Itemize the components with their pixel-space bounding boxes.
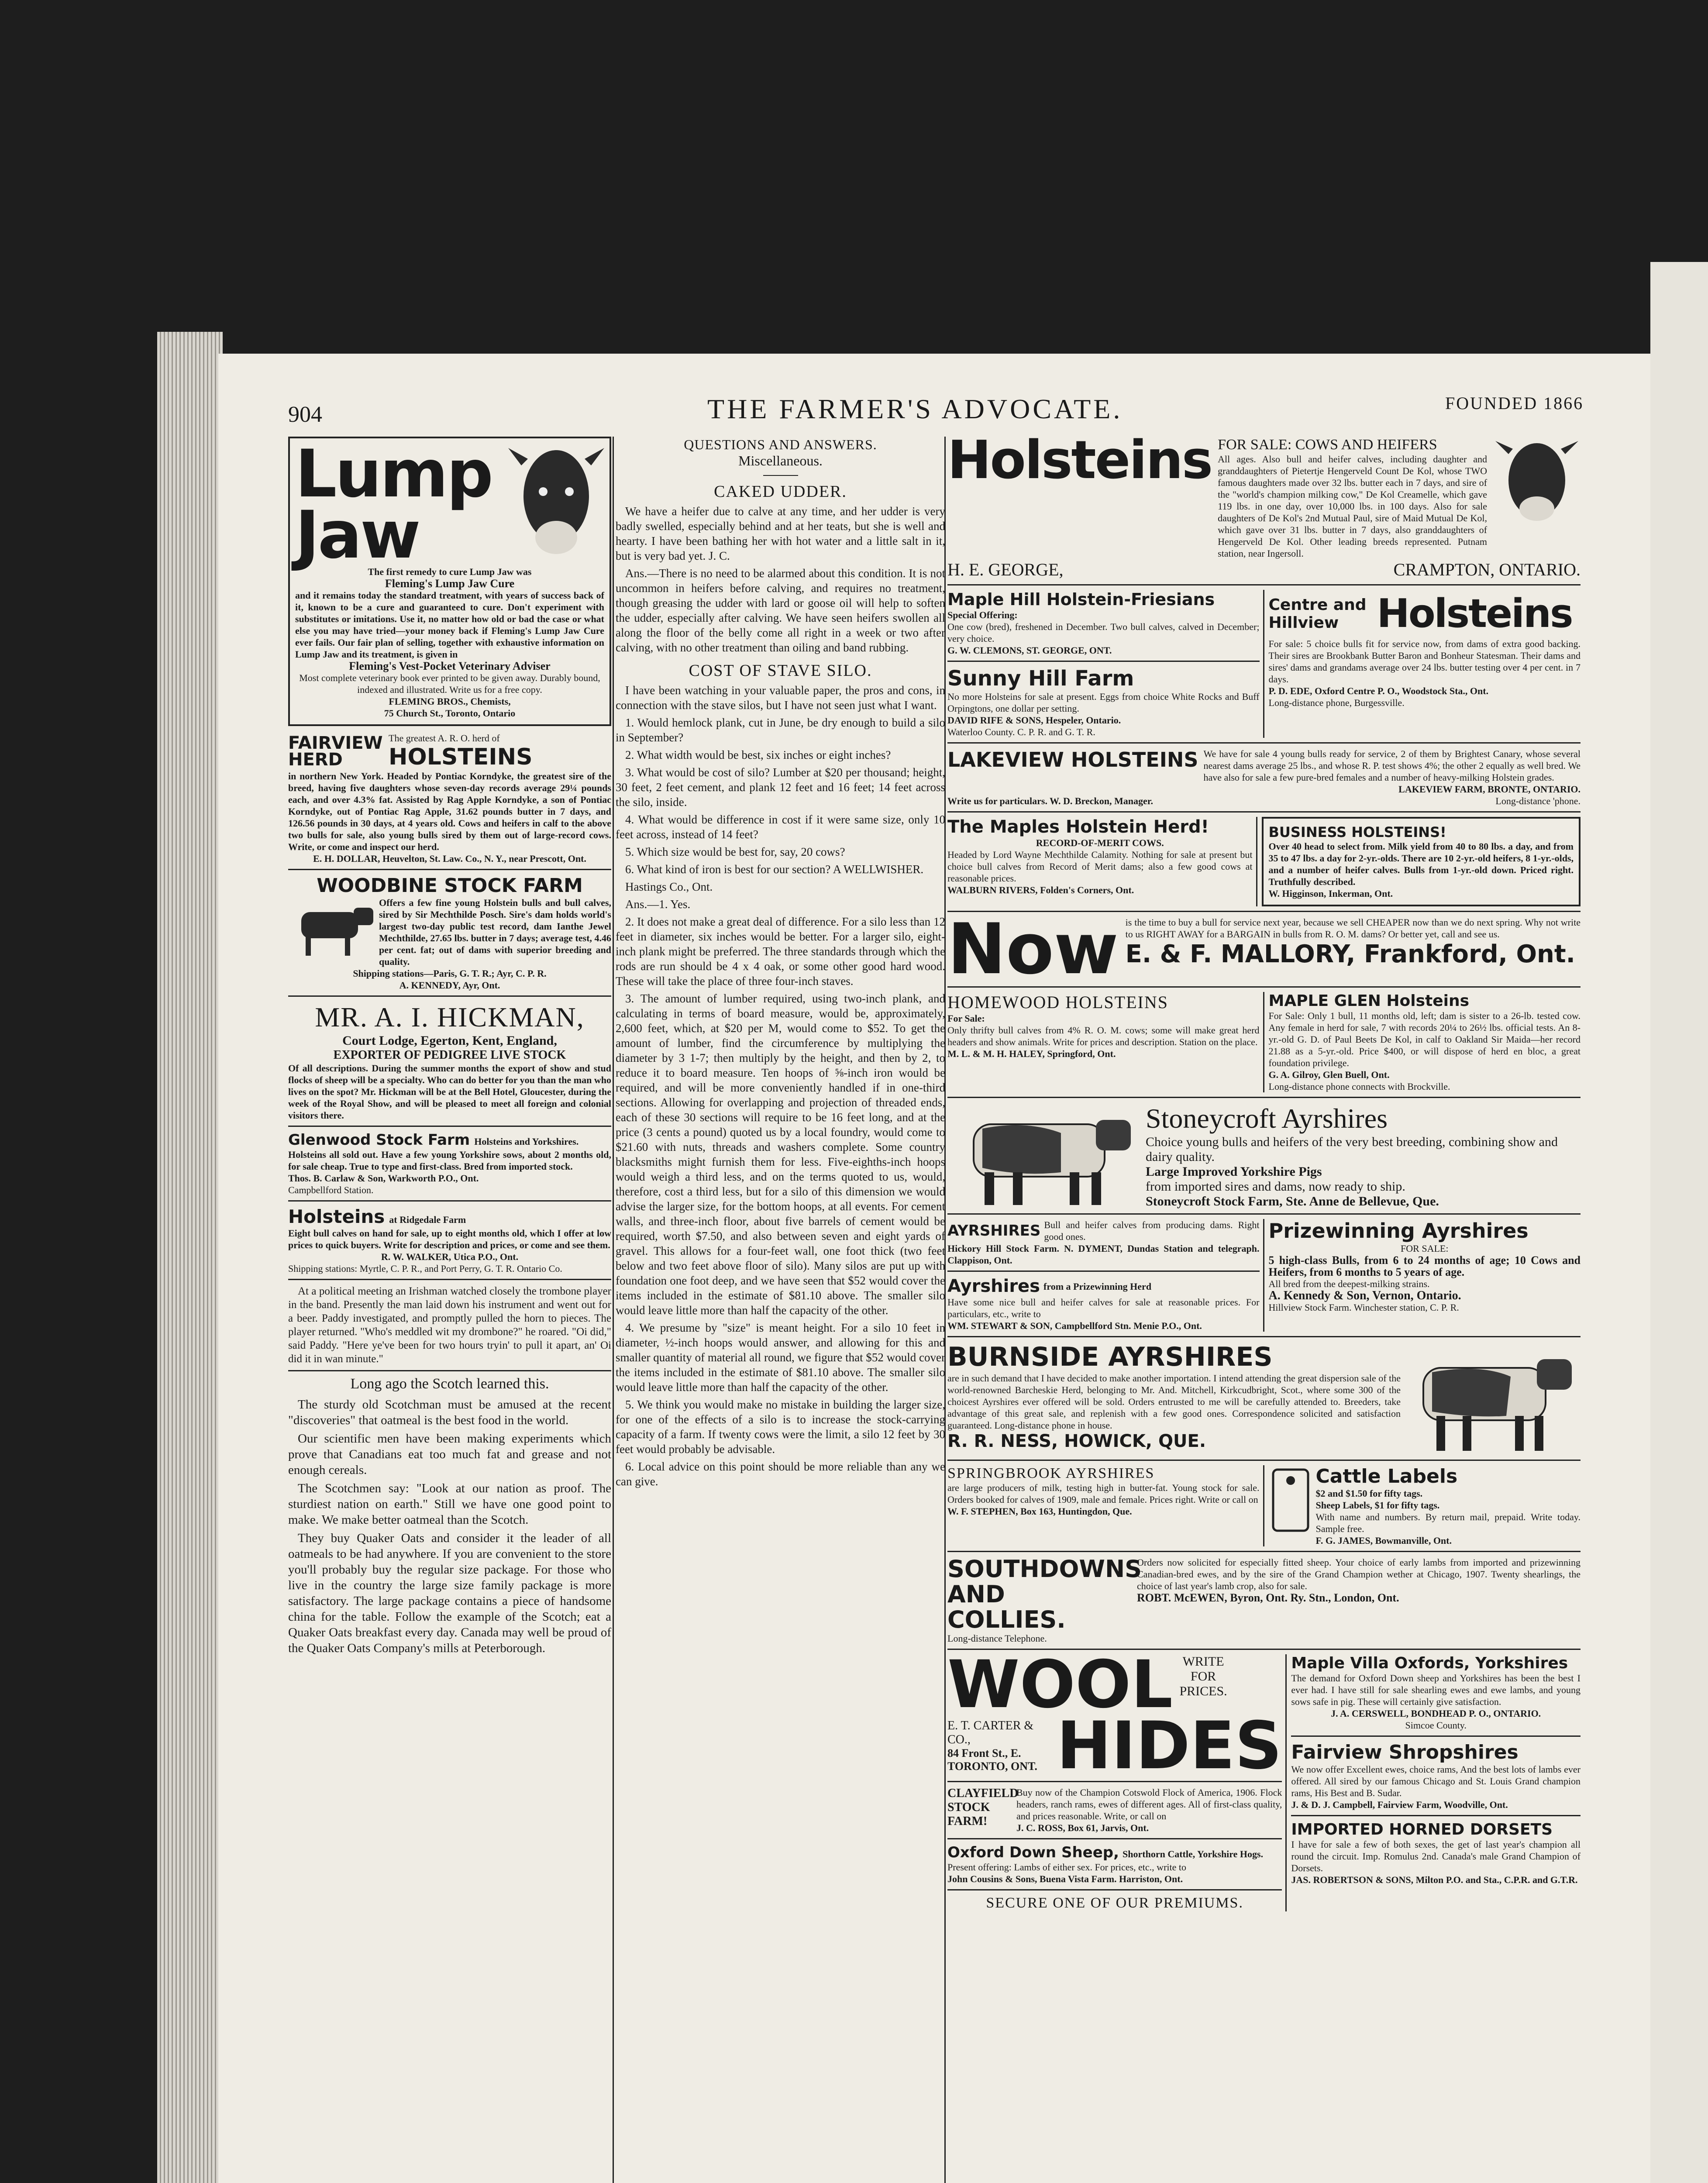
divider [763, 475, 798, 476]
prizewinning-bred: All bred from the deepest-milking strains. [1268, 1278, 1430, 1289]
divider [947, 1271, 1260, 1272]
lumpjaw-address: 75 Church St., Toronto, Ontario [384, 708, 516, 719]
hickman-title: MR. A. I. HICKMAN, [315, 1002, 585, 1033]
southdowns-title: SOUTHDOWNS AND COLLIES. [947, 1555, 1142, 1633]
ridgedale-text: Eight bull calves on hand for sale, up to eight months old, which I offer at low prices to quick buyers. Write for description and prices, or come and see them. [288, 1228, 611, 1250]
sunnyhill-text: No more Holsteins for sale at present. Eggs from choice White Rocks and Buff Orpingtons, one dollar per setting. [947, 691, 1260, 714]
oxford-contact: John Cousins & Sons, Buena Vista Farm. Harriston, Ont. [947, 1873, 1183, 1884]
hickman-text: Of all descriptions. During the summer months the export of show and stud flocks of sheep will be a specialty. Who can do better for you than the man who lives on the spot? Mr. Hickman will be at the Bell Hotel, Gloucester, during the week of the Royal Show, and will be pleased to meet all foreign and colonial visitors there. [288, 1063, 611, 1121]
cow-head-icon [1493, 437, 1581, 524]
maplevilla-text: The demand for Oxford Down sheep and Yorkshires has been the best I ever had. I have still for sale shearling ewes and ewe lambs, and young sows safe in pig. These will certainly give satisfaction. [1291, 1673, 1581, 1707]
glenwood-title: Glenwood Stock Farm [288, 1131, 470, 1149]
fairview-shrop-contact: J. & D. J. Campbell, Fairview Farm, Woodville, Ont. [1291, 1799, 1508, 1810]
silo-para: 5. We think you would make no mistake in building the larger size, for one of the effects of a silo is to increase the stock-carrying capacity of a farm. If twenty cows were the limit, a silo 12 feet by 30 feet would probably be advisable. [616, 1398, 945, 1456]
lakeview-contact: Write us for particulars. W. D. Breckon, Manager. [947, 795, 1153, 806]
divider [288, 869, 611, 870]
burnside-contact: R. R. NESS, HOWICK, QUE. [947, 1431, 1206, 1451]
ridgedale-contact: R. W. WALKER, Utica P.O., Ont. [381, 1251, 519, 1262]
centre-phone: Long-distance phone, Burgessville. [1268, 697, 1405, 708]
george-place: CRAMPTON, ONTARIO. [1393, 560, 1581, 579]
maplehill-title: Maple Hill Holstein-Friesians [947, 590, 1215, 609]
hickoryhill-farm: Hickory Hill Stock Farm. N. DYMENT, Dundas Station and telegraph. Clappison, Ont. [947, 1243, 1260, 1266]
maples-contact: WALBURN RIVERS, Folden's Corners, Ont. [947, 885, 1134, 895]
glenwood-station: Campbellford Station. [288, 1184, 374, 1195]
maples-sub: RECORD-OF-MERIT COWS. [1036, 837, 1164, 848]
clayfield-text: Buy now of the Champion Cotswold Flock of America, 1906. Flock headers, ranch rams, ewes of different ages. All of first-class quality, and prices reasonable. Write, or call on [1016, 1787, 1282, 1821]
homewood-contact: M. L. & M. H. HALEY, Springford, Ont. [947, 1048, 1116, 1059]
stoneycroft-contact: Stoneycroft Stock Farm, Ste. Anne de Bellevue, Que. [1146, 1194, 1439, 1209]
divider [947, 1213, 1581, 1215]
divider [947, 1838, 1282, 1839]
divider [1291, 1815, 1581, 1816]
labels-contact: F. G. JAMES, Bowmanville, Ont. [1315, 1535, 1452, 1546]
irishman-anecdote: At a political meeting an Irishman watched closely the trombone player in the band. Presently the man laid down his instrument and went out for a beer. Paddy investigated, and promptly pulled the horn to pieces. The player returned. "Who's meddled wit my drombone?" he roared. "Oi did," said Paddy. "Here ye've been for two hours tryin' to pull it apart, an' Oi did it in wan minute." [288, 1285, 611, 1365]
hickman-ad [288, 1001, 611, 1121]
springbrook-contact: W. F. STEPHEN, Box 163, Huntingdon, Que. [947, 1506, 1132, 1517]
divider [947, 1889, 1282, 1890]
silo-para: I have been watching in your valuable paper, the pros and cons, in connection with the stave silos, but I have not seen just what I want. [616, 684, 945, 712]
labels-price: $2 and $1.50 for fifty tags. [1315, 1488, 1423, 1499]
mallory-text: is the time to buy a bull for service next year, because we sell CHEAPER now than we do next spring. Why not write to us RIGHT AWAY for a BARGAIN in bulls from R. O. M. dams? Or better yet, call and see us. [1125, 917, 1581, 940]
mapleglen-text: For Sale: Only 1 bull, 11 months old, left; dam is sister to a 26-lb. tested cow. Any female in herd for sale, 7 with records 20¼ to 26½ lbs. official tests. An 8-yr.-old G. D. of Paul Beets De Kol, in calf to Oakland Sir Maida—her record 21.88 as a 5-yr.-old. Price $400, or will dispose of herd en bloc, a great foundation privilege. [1268, 1010, 1581, 1068]
scotch-para: They buy Quaker Oats and consider it the leader of all oatmeals to be had anywhere. If you are convenient to the store you'll probably buy the regular size package. For those who live in the country the large size family package is more satisfactory. The large package contains a piece of handsome china for the table. Follow the example of the Scotch; eat a Quaker Oats breakfast every day. Canada may well be proud of the Quaker Oats Company's mills at Peterborough. [288, 1531, 611, 1655]
adjacent-page-edge [1650, 262, 1708, 2183]
hickoryhill-text: Bull and heifer calves from producing dams. Right good ones. [1044, 1219, 1260, 1242]
woodbine-contact: A. KENNEDY, Ayr, Ont. [399, 980, 500, 991]
glenwood-breeds: Holsteins and Yorkshires. [474, 1136, 579, 1147]
clayfield-title: CLAYFIELD STOCK FARM! [947, 1787, 1019, 1828]
labels-sheep: Sheep Labels, $1 for fifty tags. [1315, 1500, 1440, 1511]
premiums-footer: SECURE ONE OF OUR PREMIUMS. [986, 1895, 1243, 1911]
divider [288, 995, 611, 997]
fairview-text: in northern New York. Headed by Pontiac Korndyke, the greatest sire of the breed, having five daughters whose seven-day records average 29¼ pounds each, and over 4.3% fat. Assisted by Rag Apple Korndyke, a son of Pontiac Korndyke, out of Pontiac Rag Apple, 31.62 pounds butter in 7 days, and 126.56 pounds in 30 days, at 4 years old. Cows and heifers in calf to the above two bulls for sale, also young bulls sired by them out of large-record cows. Write, or come and inspect our herd. [288, 771, 611, 852]
wool-word: WOOL [947, 1647, 1173, 1723]
wool-write: WRITE FOR PRICES. [1179, 1654, 1227, 1698]
cow-icon [1406, 1342, 1581, 1455]
silo-para: 2. What width would be best, six inches or eight inches? [625, 748, 891, 761]
column-1 [288, 437, 611, 2183]
ridgedale-farm: at Ridgedale Farm [389, 1214, 466, 1225]
oxford-title: Oxford Down Sheep, [947, 1844, 1119, 1861]
lumpjaw-title: Lump Jaw [295, 437, 492, 573]
lumpjaw-tag: The first remedy to cure Lump Jaw was [368, 566, 532, 577]
ridgedale-shipping: Shipping stations: Myrtle, C. P. R., and Port Perry, G. T. R. Ontario Co. [288, 1263, 562, 1274]
hides-word: HIDES [1057, 1708, 1282, 1784]
lumpjaw-firm: FLEMING BROS., Chemists, [389, 696, 511, 707]
labels-text: With name and numbers. By return mail, prepaid. Write today. Sample free. [1315, 1512, 1581, 1534]
divider [947, 1097, 1581, 1098]
silo-para: 3. The amount of lumber required, using two-inch plank, and calculating in terms of board measure, would be, approximately, 2,600 feet, which, at $20 per M, would come to $52. To get the amount of lumber, find the circumference by multiplying the diameter by 3 1-7; then multiply by the height, and then by 2, to reduce it to board measure. Ten hoops of ⅝-inch iron would be required, and will be more conveniently handled if in one-third sections. Allowing for overlapping and projection of threaded ends, each of these 30 sections will require to be 16 feet long, and at the price (3 cents a pound) quoted us by a local foundry, would come to $21.60 with nuts, threads and washers complete. Some country blacksmiths might furnish them for less. Five-eighths-inch hoops would weigh a third less, and on the terms quoted to us, would, therefore, cost a third less, but for a silo of this dimension we would advise the larger size, for the bottom hoops, at all events. For cement walls, and three-inch floor, about five barrels of cement would be required, worth $7.50, and also between seven and eight yards of gravel. This allows for a four-feet wall, one foot thick (two feet below and two feet above floor of silo). Many silos are put up with foundation one foot deep, and we have seen that $52 would cover the items included in the estimate of $81.10 above. The smaller silo would leave little more than half the capacity of the other. [616, 992, 945, 1317]
silo-para: 1. Would hemlock plank, cut in June, be dry enough to build a silo in September? [616, 716, 945, 744]
mallory-ad [947, 908, 1581, 990]
qa-subheading: Miscellaneous. [738, 453, 823, 468]
george-text: All ages. Also bull and heifer calves, including daughter and granddaughters of Pietertje Hengerveld Count De Kol, whose TWO famous daughters made over 32 lbs. butter each in 7 days, and sire of the "world's champion milking cow," De Kol Creamelle, which gave 119 lbs. in one day, over 10,000 lbs. in 100 days. Also for sale daughters of De Kol's 2nd Mutual Paul, sire of Maid Mutual De Kol, which gave over 31 lbs. butter in 7 days, also granddaughters of Hengerveld De Kol. Other leading breeds represented. Putnam station, near Ingersoll. [1218, 454, 1487, 559]
lakeview-farm: LAKEVIEW FARM, BRONTE, ONTARIO. [1398, 784, 1581, 795]
centre-contact: P. D. EDE, Oxford Centre P. O., Woodstock Sta., Ont. [1268, 685, 1489, 696]
column-2 [616, 437, 945, 2183]
stewart-title: Ayrshires [947, 1276, 1040, 1296]
glenwood-ad [288, 1131, 611, 1196]
divider [947, 811, 1581, 813]
business-text: Over 40 head to select from. Milk yield from 40 to 80 lbs. a day, and from 35 to 47 lbs. a day for 2-yr.-olds. There are 10 2-yr.-old heifers, 8 1-yr.-olds, and a number of heifer calves. Bulls from 1-yr.-old down. Priced right. Truthfully described. [1268, 841, 1574, 887]
lakeview-text: We have for sale 4 young bulls ready for service, 2 of them by Brightest Canary, whose several nearest dams average 25 lbs., and whose R. P. test shows 4%; the other 2 equally as well bred. We have also for sale a few pure-bred females and a number of heavy-milking Holstein grades. [1203, 748, 1581, 783]
woodbine-title: WOODBINE STOCK FARM [317, 875, 583, 897]
maples-text: Headed by Lord Wayne Mechthilde Calamity. Nothing for sale at present but choice bull calves from Record of Merit dams; also a few good cows at reasonable prices. [947, 849, 1253, 884]
glenwood-contact: Thos. B. Carlaw & Son, Warkworth P.O., Ont. [288, 1173, 479, 1184]
divider [947, 1551, 1581, 1552]
lumpjaw-adviser-text: Most complete veterinary book ever printed to be given away. Durably bound, indexed and illustrated. Write us for a free copy. [299, 672, 600, 695]
george-offer: FOR SALE: COWS AND HEIFERS [1218, 437, 1437, 453]
silo-para: 2. It does not make a great deal of difference. For a silo less than 12 feet in diameter, six inches would be better. For a larger silo, eight-inch plank might be preferred. The three standards through which the rods are run should be 4 x 4 oak, or some other good hard wood. These will take the place of three four-inch staves. [616, 915, 945, 988]
oxford-text: Present offering: Lambs of either sex. For prices, etc., write to [947, 1862, 1186, 1873]
divider [947, 1336, 1581, 1337]
lakeview-ad [947, 748, 1581, 807]
maplevilla-contact: J. A. CERSWELL, BONDHEAD P. O., ONTARIO. [1331, 1708, 1541, 1719]
sunnyhill-station: Waterloo County. C. P. R. and G. T. R. [947, 727, 1095, 737]
prizewinning-text: 5 high-class Bulls, from 6 to 24 months of age; 10 Cows and Heifers, from 6 months to 5 years of age. [1268, 1254, 1581, 1278]
book-spine [157, 332, 223, 2183]
southdowns-text: Orders now solicited for especially fitted sheep. Your choice of early lambs from imported and prizewinning Canadian-bred ewes, and by the sire of the Grand Champion wether at Chicago, 1907. Twenty shearlings, the choice of last year's lamb crop, also for sale. [1137, 1557, 1581, 1591]
homewood-text: Only thrifty bull calves from 4% R. O. M. cows; some will make great herd headers and show animals. Write for prices and description. Station on the place. [947, 1025, 1260, 1047]
stoneycroft-text: Choice young bulls and heifers of the very best breeding, combining show and dairy quality. [1146, 1135, 1558, 1164]
row-maple-centre [947, 590, 1581, 738]
mapleglen-phone: Long-distance phone connects with Brockville. [1268, 1081, 1450, 1092]
southdowns-ad [947, 1556, 1581, 1644]
centre-title: Centre and Hillview [1268, 596, 1367, 632]
hickman-address: Court Lodge, Egerton, Kent, England, [342, 1033, 557, 1048]
silo-para: 3. What would be cost of silo? Lumber at $20 per thousand; height, 30 feet, 2 feet cement, and plank 12 feet and 16 feet; 14 feet across the silo, inside. [616, 766, 945, 809]
silo-para: 6. What kind of iron is best for our section? A WELLWISHER. [625, 863, 924, 876]
oxford-sub: Shorthorn Cattle, Yorkshire Hogs. [1123, 1849, 1264, 1859]
fairview-breed: HOLSTEINS [389, 744, 533, 770]
row-homewood-mapleglen [947, 992, 1581, 1092]
divider [947, 661, 1260, 662]
stoneycroft-pigs: Large Improved Yorkshire Pigs [1146, 1164, 1322, 1179]
row-wool-maplevilla [947, 1647, 1581, 1911]
centre-text: For sale: 5 choice bulls fit for service now, from dams of extra good backing. Their sires are Brookbank Butter Baron and Bonheur Statesman. Their dams and sires' dams and grandams average over 24 lbs. butter testing over 4 per cent. in 7 days. [1268, 638, 1581, 685]
divider [288, 1126, 611, 1127]
cow-icon [288, 897, 375, 958]
silo-para: 6. Local advice on this point should be more reliable than any we can give. [616, 1460, 945, 1488]
clayfield-contact: J. C. ROSS, Box 61, Jarvis, Ont. [1016, 1822, 1149, 1833]
business-title: BUSINESS HOLSTEINS! [1268, 824, 1446, 840]
southdowns-contact: ROBT. McEWEN, Byron, Ont. Ry. Stn., London, Ont. [1137, 1591, 1399, 1604]
burnside-title: BURNSIDE AYRSHIRES [947, 1342, 1273, 1372]
stewart-contact: WM. STEWART & SON, Campbellford Stn. Menie P.O., Ont. [947, 1320, 1202, 1331]
divider [288, 1370, 611, 1371]
quaker-oats-article [288, 1376, 611, 1656]
homewood-title: HOMEWOOD HOLSTEINS [947, 992, 1168, 1012]
divider [947, 584, 1581, 585]
lumpjaw-ad [288, 437, 611, 726]
lakeview-phone: Long-distance 'phone. [1495, 795, 1581, 806]
row-maples-business [947, 817, 1581, 906]
page-number: 904 [288, 402, 322, 427]
silo-para: 5. Which size would be best for, say, 20 cows? [625, 845, 845, 858]
mapleglen-title: MAPLE GLEN Holsteins [1268, 992, 1470, 1010]
george-brand: Holsteins [947, 437, 1212, 491]
fairview-shrop-title: Fairview Shropshires [1291, 1741, 1519, 1763]
page-title: THE FARMER'S ADVOCATE. [707, 393, 1123, 424]
divider [288, 1279, 611, 1280]
row-ayrshires [947, 1219, 1581, 1332]
fairview-title: FAIRVIEW HERD [288, 733, 383, 770]
dorsets-text: I have for sale a few of both sexes, the get of last year's champion all round the circuit. Imp. Romulus 2nd. Canada's male Grand Champion of Dorsets. [1291, 1839, 1581, 1873]
wool-address: 84 Front St., E. TORONTO, ONT. [947, 1747, 1037, 1773]
maplehill-text: One cow (bred), freshened in December. Two bull calves, calved in December; very choice. [947, 621, 1260, 644]
silo-title: COST OF STAVE SILO. [689, 661, 872, 680]
prizewinning-title: Prizewinning Ayrshires [1268, 1219, 1529, 1243]
prizewinning-sale: FOR SALE: [1401, 1243, 1449, 1254]
wool-firm: E. T. CARTER & CO., [947, 1719, 1034, 1746]
sunnyhill-contact: DAVID RIFE & SONS, Hespeler, Ontario. [947, 715, 1121, 726]
springbrook-title: SPRINGBROOK AYRSHIRES [947, 1465, 1155, 1481]
hickoryhill-title: AYRSHIRES [947, 1222, 1041, 1240]
caked-udder-title: CAKED UDDER. [714, 482, 847, 501]
stoneycroft-ad [947, 1102, 1581, 1209]
springbrook-text: are large producers of milk, testing high in butter-fat. Young stock for sale. Orders booked for calves of 1909, male and female. Prices right. Write or call on [947, 1482, 1260, 1505]
maplehill-contact: G. W. CLEMONS, ST. GEORGE, ONT. [947, 645, 1112, 656]
column-rule [613, 437, 614, 2183]
stoneycroft-pigs-text: from imported sires and dams, now ready to ship. [1146, 1179, 1405, 1194]
lumpjaw-product: Fleming's Lump Jaw Cure [385, 577, 515, 590]
lumpjaw-adviser: Fleming's Vest-Pocket Veterinary Adviser [349, 660, 551, 672]
scotch-para: Our scientific men have been making experiments which prove that Canadians eat too much fat and grease and not enough cereals. [288, 1432, 611, 1477]
divider [1291, 1735, 1581, 1737]
caked-udder-question: We have a heifer due to calve at any time, and her udder is very badly swelled, especially behind and at her teats, but she is well and hearty. I have been bathing her with hot water and a little salt in it, but is very bad yet. J. C. [616, 505, 945, 562]
divider [288, 1200, 611, 1202]
business-contact: W. Higginson, Inkerman, Ont. [1268, 888, 1393, 899]
scotch-para: The Scotchmen say: "Look at our nation as proof. The sturdiest nation on earth." Still we have one good point to make. We make better oatmeal than the Scotch. [288, 1481, 611, 1527]
founded-label: FOUNDED 1866 [1445, 393, 1584, 413]
mapleglen-contact: G. A. Gilroy, Glen Buell, Ont. [1268, 1069, 1390, 1080]
prizewinning-farm: Hillview Stock Farm. Winchester station, C. P. R. [1268, 1302, 1459, 1313]
stewart-sub: from a Prizewinning Herd [1043, 1281, 1152, 1292]
woodbine-ad [288, 875, 611, 991]
stoneycroft-title: Stoneycroft Ayrshires [1146, 1103, 1388, 1134]
woodbine-text: Offers a few fine young Holstein bulls and bull calves, sired by Sir Mechthilde Posch. Sire's dam holds world's largest two-day public test record, dam Ianthe Jewel Mechthilde, 27.65 lbs. butter in 7 days; average test, 4.46 per cent. fat; out of dams with superior breeding and quality. [379, 897, 611, 967]
glenwood-text: Holsteins all sold out. Have a few young Yorkshire sows, about 2 months old, for sale cheap. True to type and first-class. Bred from imported stock. [288, 1149, 611, 1172]
sunnyhill-title: Sunny Hill Farm [947, 666, 1134, 691]
silo-para: 4. What would be difference in cost if it were same size, only 10 feet across, instead of 14 feet? [616, 813, 945, 841]
ridgedale-ad [288, 1206, 611, 1274]
lumpjaw-text: and it remains today the standard treatment, with years of success back of it, known to be a cure and guaranteed to cure. Don't experiment with substitutes or imitations. Use it, no matter how old or bad the case or what else you may have tried—your money back if Fleming's Lump Jaw Cure ever fails. Our fair plan of selling, together with exhaustive information on Lump Jaw and its treatment, is given in [295, 590, 604, 660]
divider [947, 742, 1581, 744]
centre-brand: Holsteins [1377, 591, 1572, 637]
maples-title: The Maples Holstein Herd! [947, 817, 1209, 837]
fairview-intro: The greatest A. R. O. herd of [389, 733, 500, 744]
southdowns-phone: Long-distance Telephone. [947, 1633, 1047, 1644]
dorsets-title: IMPORTED HORNED DORSETS [1291, 1821, 1553, 1839]
silo-para: 4. We presume by "size" is meant height. For a silo 10 feet in diameter, ½-inch hoops would answer, and allowing for this and smaller quantity of material all round, we figure that $52 would cover the items included in the estimate of $81.10 above. The smaller silo would leave little more than half the capacity of the other. [616, 1321, 945, 1394]
maplehill-offering: Special Offering: [947, 609, 1018, 620]
burnside-ad [947, 1342, 1581, 1455]
cow-head-icon [508, 444, 604, 557]
dorsets-contact: JAS. ROBERTSON & SONS, Milton P.O. and Sta., C.P.R. and G.T.R. [1291, 1874, 1578, 1885]
mallory-name: E. & F. MALLORY, Frankford, Ont. [1125, 940, 1575, 968]
mallory-now: Now [947, 908, 1119, 990]
george-name: H. E. GEORGE, [947, 560, 1064, 579]
maplevilla-county: Simcoe County. [1405, 1720, 1467, 1731]
fairview-contact: E. H. DOLLAR, Heuvelton, St. Law. Co., N. Y., near Prescott, Ont. [313, 853, 586, 864]
george-ad [947, 437, 1581, 580]
silo-para: Ans.—1. Yes. [625, 898, 691, 911]
ear-tag-icon [1269, 1465, 1312, 1535]
scotch-title: Long ago the Scotch learned this. [350, 1376, 549, 1392]
column-3 [947, 437, 1581, 2183]
cow-icon [947, 1102, 1140, 1207]
lakeview-title: LAKEVIEW HOLSTEINS [947, 748, 1198, 771]
woodbine-shipping: Shipping stations—Paris, G. T. R.; Ayr, C. P. R. [353, 968, 547, 979]
scotch-para: The sturdy old Scotchman must be amused at the recent "discoveries" that oatmeal is the best food in the world. [288, 1398, 611, 1427]
divider [947, 1460, 1581, 1461]
fairview-shrop-text: We now offer Excellent ewes, choice rams, And the best lots of lambs ever offered. All sired by our famous Chicago and St. Louis Grand champion rams, His Best and B. Sudar. [1291, 1764, 1581, 1798]
stewart-text: Have some nice bull and heifer calves for sale at reasonable prices. For particulars, etc., write to [947, 1297, 1260, 1319]
fairview-ad [288, 732, 611, 864]
labels-title: Cattle Labels [1315, 1465, 1458, 1487]
burnside-text: are in such demand that I have decided to make another importation. I intend attending the great dispersion sale of the world-renowned Barcheskie Herd, belonging to Mr. And. Mitchell, Kirkcudbright, Scot., where some 300 of the choicest Ayrshires ever offered will be sold. Orders entrusted to me will be carefully attended to. Breeders, take advantage of this great sale, and replenish with a few good ones. Correspondence solicited and satisfaction guaranteed. Long-distance phone in house. [947, 1373, 1401, 1431]
row-springbrook-labels [947, 1465, 1581, 1546]
maplevilla-title: Maple Villa Oxfords, Yorkshires [1291, 1654, 1568, 1672]
hickman-sub: EXPORTER OF PEDIGREE LIVE STOCK [333, 1048, 566, 1062]
prizewinning-contact: A. Kennedy & Son, Vernon, Ontario. [1268, 1289, 1461, 1302]
homewood-sale: For Sale: [947, 1013, 985, 1024]
ridgedale-title: Holsteins [288, 1206, 385, 1227]
caked-udder-answer: Ans.—There is no need to be alarmed about this condition. It is not uncommon in heifers before calving, and requires no treatment, though greasing the udder with lard or goose oil will help to soften the udder, especially after calving. We have seen heifers swollen all along the floor of the belly come all right in a week or two after calving, with no other treatment than oiling and band rubbing. [616, 567, 945, 654]
silo-para: Hastings Co., Ont. [625, 880, 713, 893]
qa-heading: QUESTIONS AND ANSWERS. [684, 437, 877, 452]
